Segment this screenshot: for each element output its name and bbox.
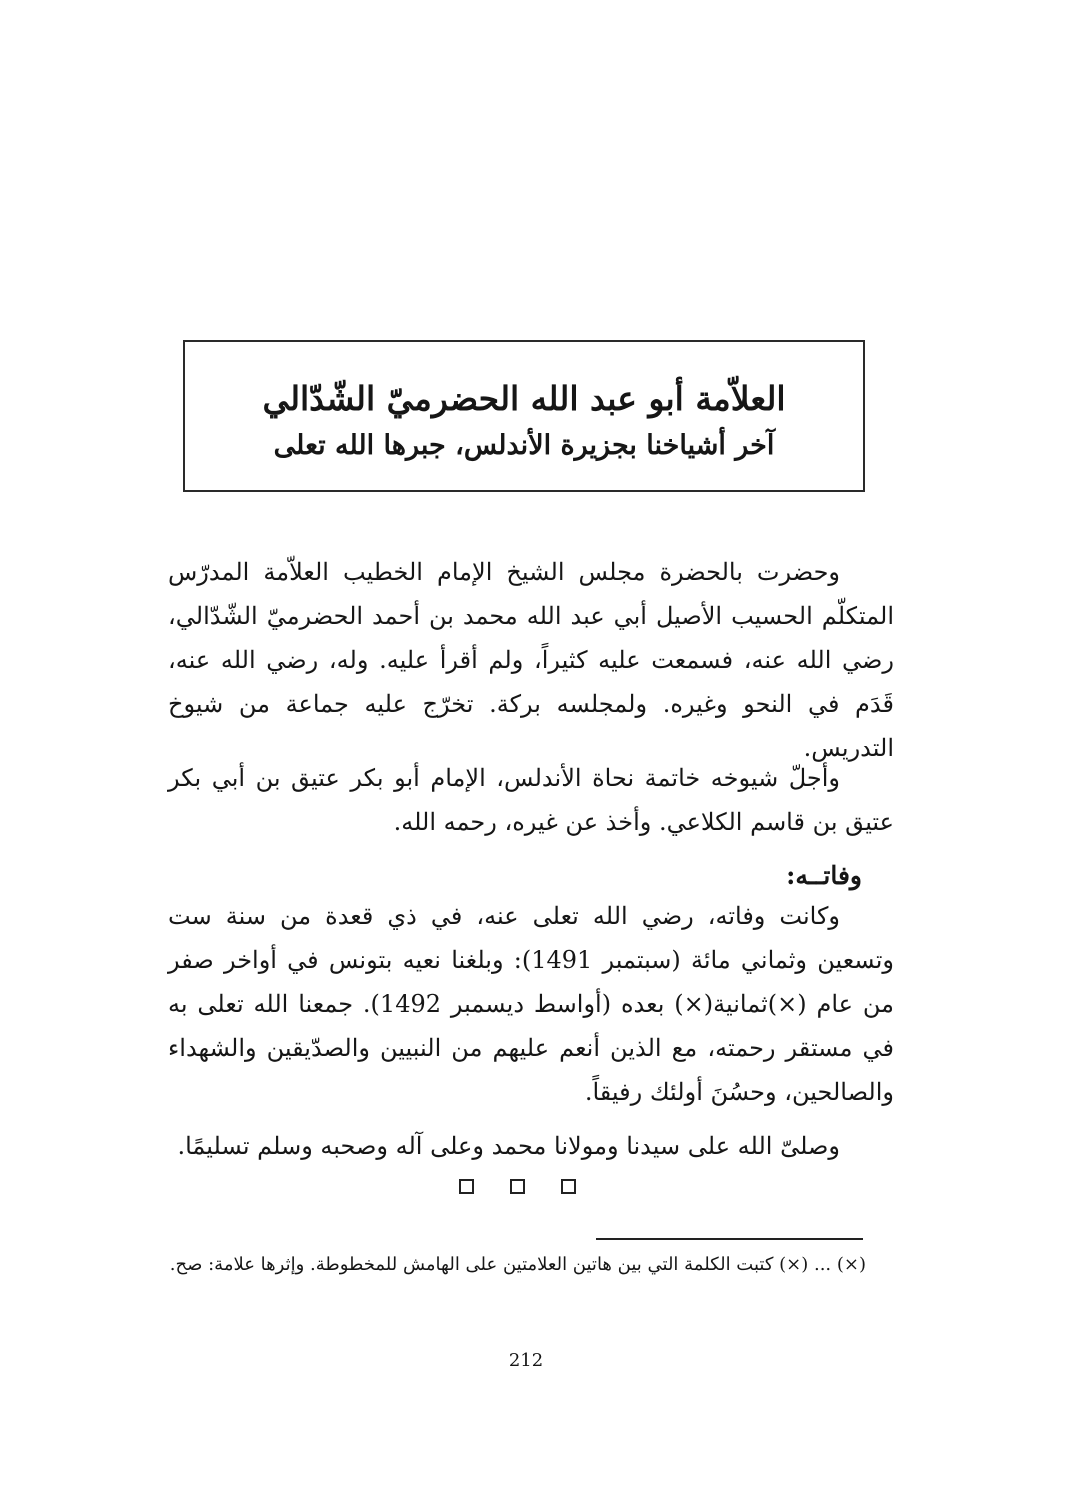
paragraph-text: وأجلّ شيوخه خاتمة نحاة الأندلس، الإمام أبو بكر عتيق بن أبي بكر عتيق بن قاسم الكلاعي. وأخذ عن غيره، رحمه الله. <box>168 764 894 836</box>
square-ornament-icon <box>561 1179 576 1194</box>
section-end-ornament <box>459 1179 576 1194</box>
footnote-divider <box>596 1238 863 1240</box>
footnote: (×) ... (×) كتبت الكلمة التي بين هاتين العلامتين على الهامش للمخطوطة. وإثرها علامة: صح. <box>169 1254 866 1275</box>
square-ornament-icon <box>510 1179 525 1194</box>
page-subtitle: آخر أشياخنا بجزيرة الأندلس، جبرها الله تعلى <box>273 430 775 461</box>
page-number: 212 <box>508 1350 544 1371</box>
title-box <box>183 340 865 492</box>
body-paragraph-1 <box>168 550 894 770</box>
paragraph-text: وكانت وفاته، رضي الله تعلى عنه، في ذي قعدة من سنة ست وتسعين وثماني مائة (سبتمبر 1491): وبلغنا نعيه بتونس في أواخر صفر من عام (×)ثمانية(×) بعده (أواسط ديسمبر 1492). جمعنا الله تعلى به في مستقر رحمته، مع الذين أنعم عليهم من النبيين والصدّيقين والشهداء والصالحين، وحسُنَ أولئك رفيقاً. <box>168 902 894 1106</box>
paragraph-text: وصلىّ الله على سيدنا ومولانا محمد وعلى آله وصحبه وسلم تسليمًا. <box>177 1132 840 1160</box>
body-paragraph-4 <box>168 1124 894 1168</box>
square-ornament-icon <box>459 1179 474 1194</box>
page-title: العلاّمة أبو عبد الله الحضرميّ الشّدّالي <box>262 379 786 418</box>
paragraph-text: وحضرت بالحضرة مجلس الشيخ الإمام الخطيب العلاّمة المدرّس المتكلّم الحسيب الأصيل أبي عبد الله محمد بن أحمد الحضرميّ الشّدّالي، رضي الله عنه، فسمعت عليه كثيراً، ولم أقرأ عليه. وله، رضي الله عنه، قَدَم في النحو وغيره. ولمجلسه بركة. تخرّج عليه جماعة من شيوخ التدريس. <box>168 558 894 762</box>
body-paragraph-2 <box>168 756 894 844</box>
body-paragraph-3 <box>168 894 894 1114</box>
section-heading: وفاتــه: <box>786 861 862 890</box>
